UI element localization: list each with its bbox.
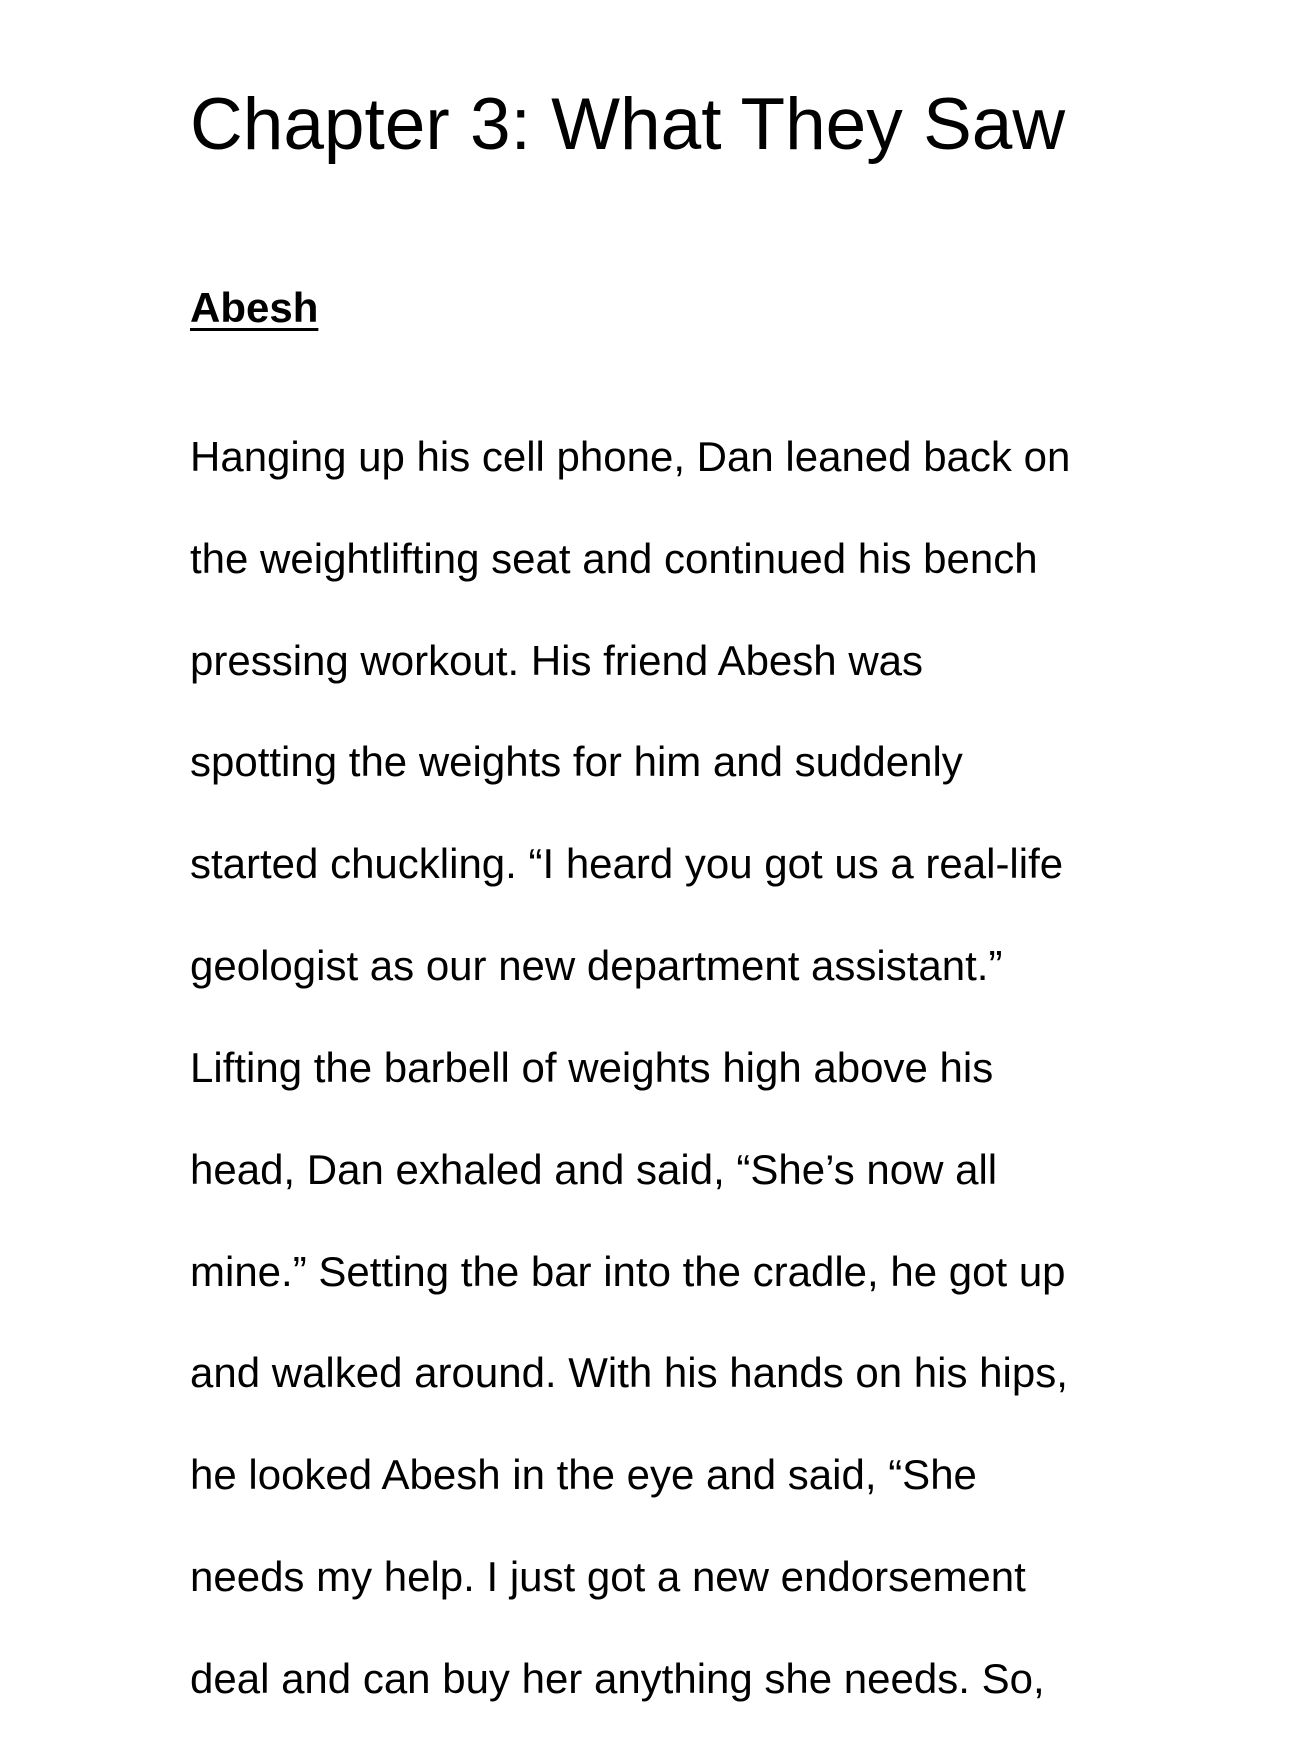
body-line: spotting the weights for him and suddenly <box>190 738 963 785</box>
body-line: Hanging up his cell phone, Dan leaned back on <box>190 433 1071 480</box>
body-line: head, Dan exhaled and said, “She’s now all <box>190 1146 998 1193</box>
body-line: he looked Abesh in the eye and said, “She <box>190 1451 977 1498</box>
body-line: Lifting the barbell of weights high above his <box>190 1044 994 1091</box>
body-line: the weightlifting seat and continued his bench <box>190 535 1038 582</box>
chapter-title: Chapter 3: What They Saw <box>190 84 1066 165</box>
body-line: needs my help. I just got a new endorsement <box>190 1553 1026 1600</box>
body-line: and walked around. With his hands on his hips, <box>190 1349 1068 1396</box>
body-line: pressing workout. His friend Abesh was <box>190 637 924 684</box>
body-line: mine.” Setting the bar into the cradle, he got up <box>190 1248 1066 1295</box>
section-heading: Abesh <box>190 284 319 331</box>
body-line: started chuckling. “I heard you got us a real-life <box>190 840 1064 887</box>
body-line: geologist as our new department assistant.” <box>190 942 1003 989</box>
body-line: deal and can buy her anything she needs. So, <box>190 1655 1045 1702</box>
